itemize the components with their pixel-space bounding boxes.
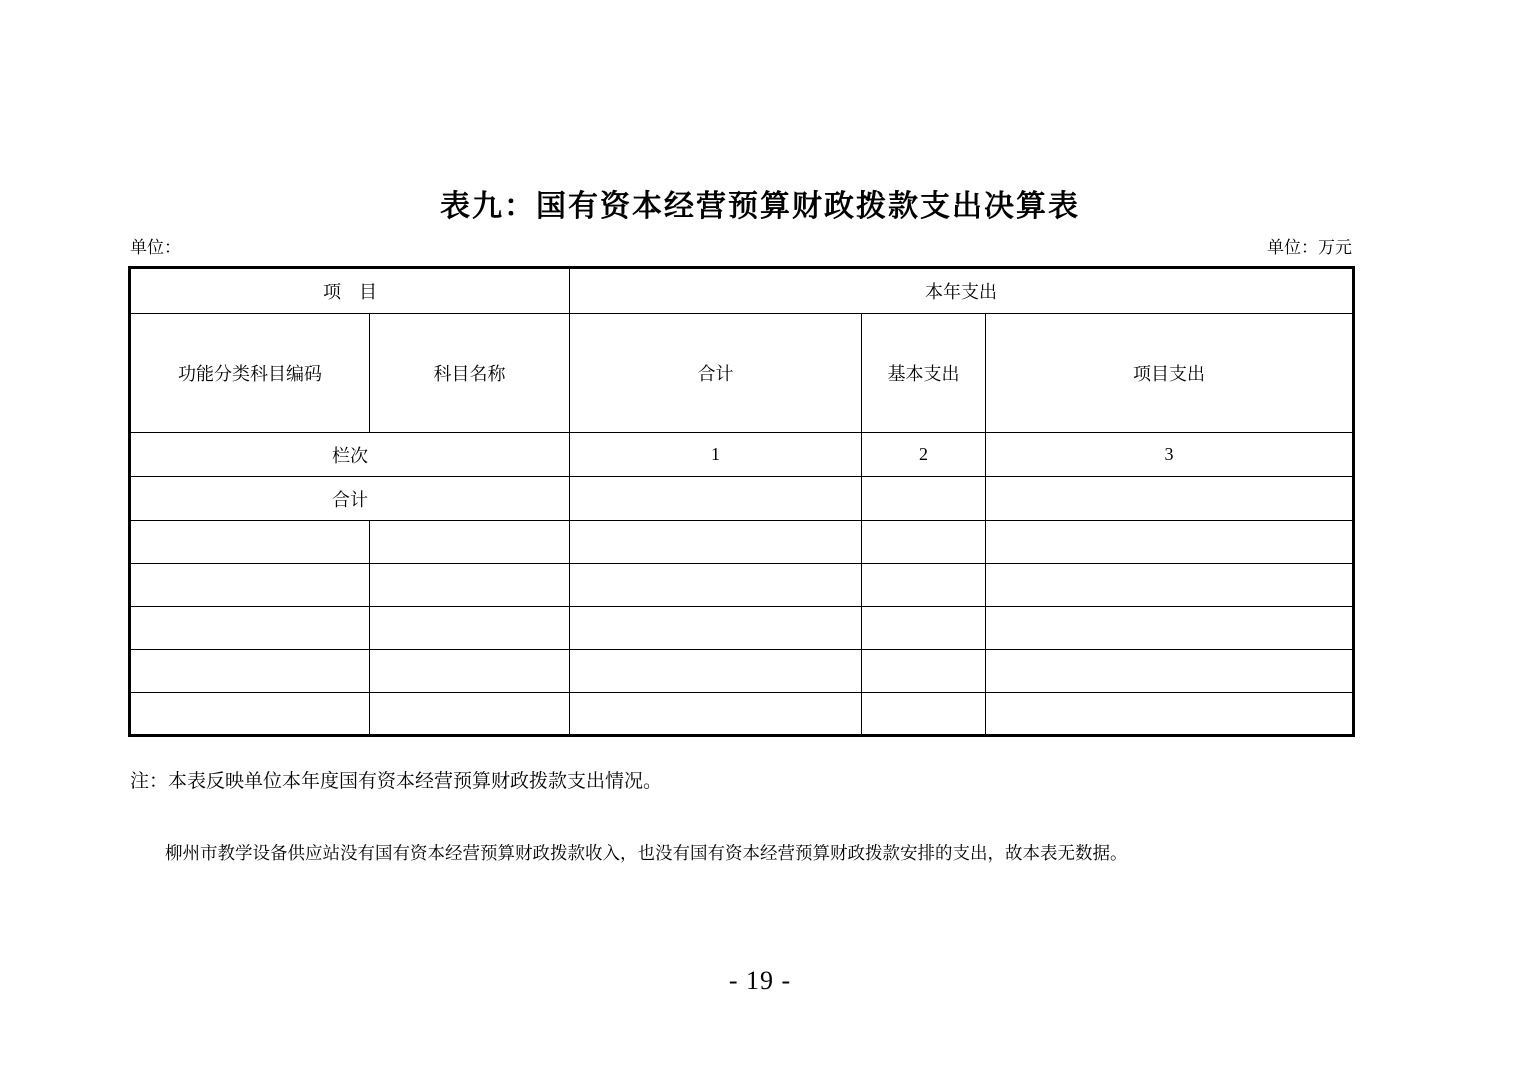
index-column-1: 1 <box>570 433 862 477</box>
table-empty-cell <box>130 521 370 564</box>
table-empty-cell <box>370 650 570 693</box>
no-data-remark: 柳州市教学设备供应站没有国有资本经营预算财政拨款收入，也没有国有资本经营预算财政拨款安排的支出，故本表无数据。 <box>165 843 1128 863</box>
table-group-header-row <box>130 268 1354 314</box>
column-header-function-code: 功能分类科目编码 <box>130 314 370 433</box>
table-index-row <box>130 433 1354 477</box>
table-empty-row <box>130 564 1354 607</box>
table-body <box>130 268 1354 736</box>
table-empty-cell <box>862 693 986 736</box>
table-empty-cell <box>370 521 570 564</box>
column-header-total: 合计 <box>570 314 862 433</box>
table-empty-cell <box>370 564 570 607</box>
table-empty-row <box>130 693 1354 736</box>
table-empty-cell <box>986 564 1354 607</box>
table-column-header-row <box>130 314 1354 433</box>
table-empty-cell <box>986 607 1354 650</box>
table-total-row <box>130 477 1354 521</box>
table-empty-row <box>130 650 1354 693</box>
index-column-2: 2 <box>862 433 986 477</box>
page-number: - 19 - <box>728 966 792 995</box>
table-empty-cell <box>862 650 986 693</box>
column-header-project-expenditure: 项目支出 <box>986 314 1354 433</box>
table-empty-cell <box>570 607 862 650</box>
unit-label-left: 单位： <box>130 238 181 257</box>
table-empty-cell <box>570 693 862 736</box>
unit-labels-row <box>130 237 1352 259</box>
table-note: 注：本表反映单位本年度国有资本经营预算财政拨款支出情况。 <box>130 771 663 792</box>
total-row-basic-expenditure-value <box>862 477 986 521</box>
table-empty-cell <box>862 564 986 607</box>
unit-label-right: 单位：万元 <box>1267 238 1352 257</box>
total-row-label: 合计 <box>130 477 570 521</box>
table-empty-cell <box>130 693 370 736</box>
table-empty-cell <box>862 521 986 564</box>
total-row-total-value <box>570 477 862 521</box>
table-empty-cell <box>986 650 1354 693</box>
table-empty-cell <box>986 521 1354 564</box>
expenditure-table <box>128 266 1355 737</box>
table-empty-cell <box>130 650 370 693</box>
page-title: 表九：国有资本经营预算财政拨款支出决算表 <box>440 190 1080 223</box>
table-empty-cell <box>570 650 862 693</box>
table-empty-cell <box>570 521 862 564</box>
index-column-3: 3 <box>986 433 1354 477</box>
table-empty-cell <box>370 693 570 736</box>
table-empty-cell <box>130 564 370 607</box>
column-header-subject-name: 科目名称 <box>370 314 570 433</box>
total-row-project-expenditure-value <box>986 477 1354 521</box>
table-empty-cell <box>130 607 370 650</box>
table-empty-row <box>130 521 1354 564</box>
table-empty-cell <box>986 693 1354 736</box>
table-empty-cell <box>370 607 570 650</box>
group-header-current-year-expenditure: 本年支出 <box>570 268 1354 314</box>
table-empty-cell <box>862 607 986 650</box>
index-row-label: 栏次 <box>130 433 570 477</box>
table-empty-row <box>130 607 1354 650</box>
column-header-basic-expenditure: 基本支出 <box>862 314 986 433</box>
table-empty-cell <box>570 564 862 607</box>
group-header-items: 项 目 <box>130 268 570 314</box>
